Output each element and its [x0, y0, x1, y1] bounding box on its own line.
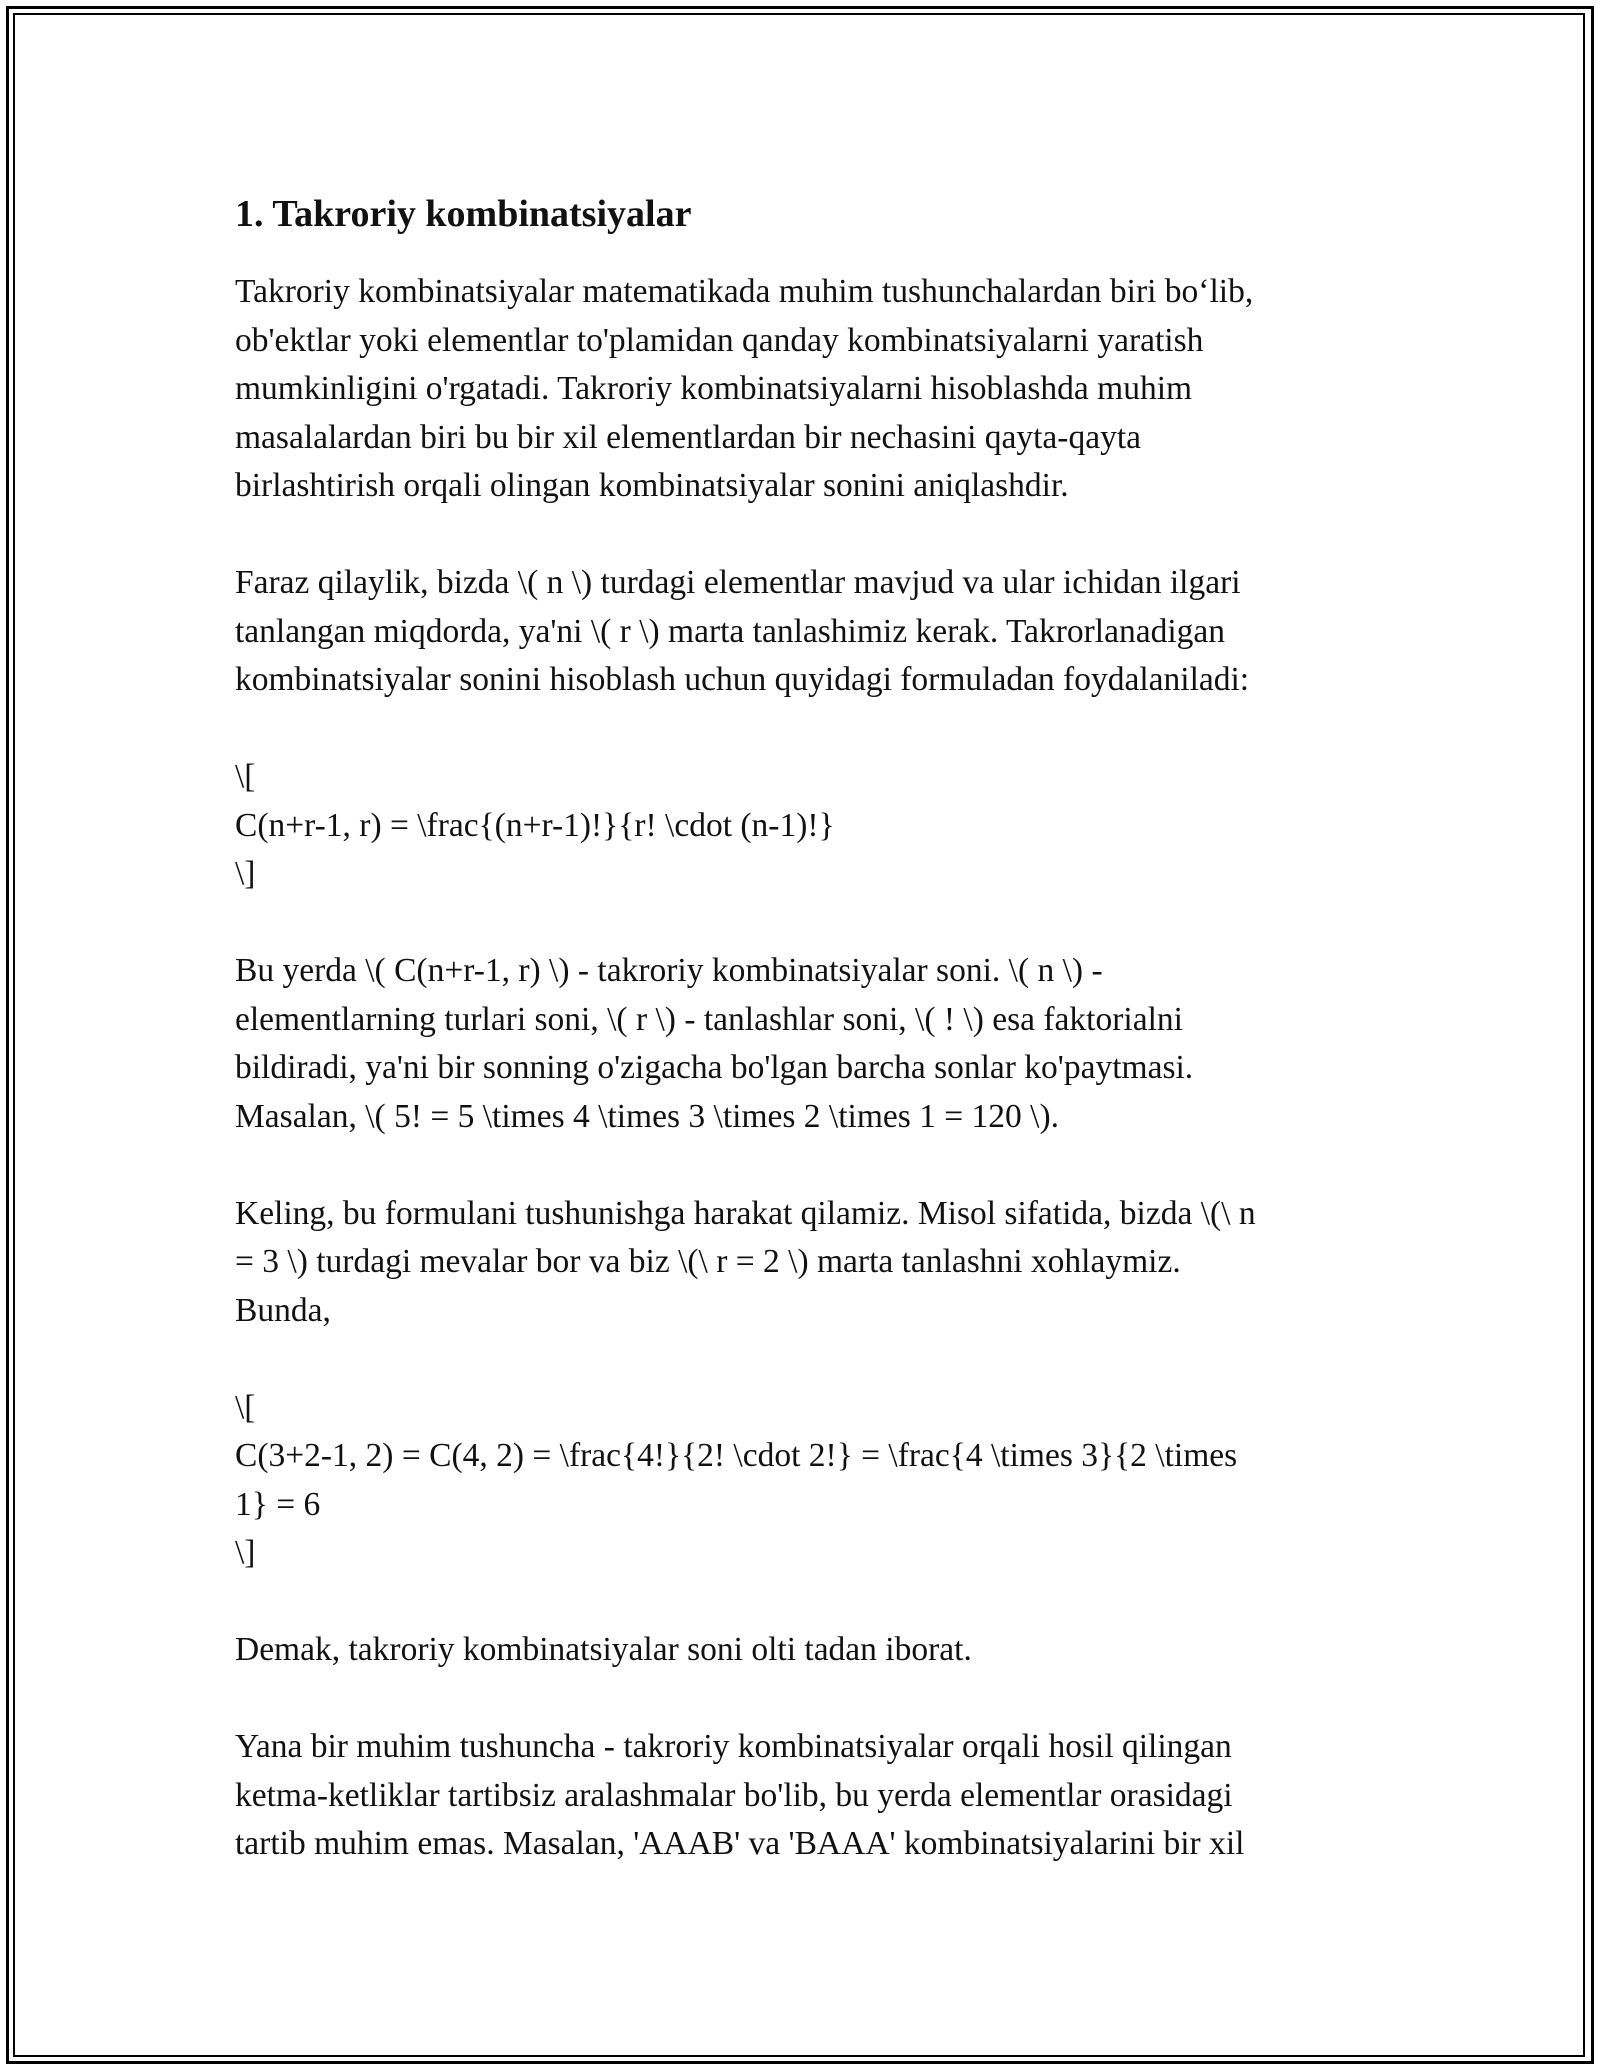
paragraph [235, 1626, 1365, 1675]
paragraph-line: masalalardan biri bu bir xil elementlardan bir nechasini qayta-qayta [235, 418, 1142, 456]
paragraph [235, 1723, 1365, 1869]
paragraph-line: ketma-ketliklar tartibsiz aralashmalar bo'lib, bu yerda elementlar orasidagi [235, 1776, 1233, 1814]
paragraph-line: Masalan, \( 5! = 5 \times 4 \times 3 \times 2 \times 1 = 120 \). [235, 1097, 1060, 1135]
paragraph-line: \[ [235, 758, 256, 795]
paragraph [235, 559, 1365, 705]
paragraph-line: = 3 \) turdagi mevalar bor va biz \(\ r = 2 \) marta tanlashni xohlaymiz. [235, 1243, 1181, 1280]
paragraph-line: elementlarning turlari soni, \( r \) - tanlashlar soni, \( ! \) esa faktorialni [235, 1000, 1183, 1038]
paragraph-line: C(3+2-1, 2) = C(4, 2) = \frac{4!}{2! \cdot 2!} = \frac{4 \times 3}{2 \times [235, 1437, 1238, 1474]
document-body [235, 186, 1365, 1917]
paragraph-line: kombinatsiyalar sonini hisoblash uchun quyidagi formuladan foydalaniladi: [235, 661, 1250, 698]
paragraph-line: Bu yerda \( C(n+r-1, r) \) - takroriy kombinatsiyalar soni. \( n \) - [235, 952, 1103, 989]
paragraph-line: ob'ektlar yoki elementlar to'plamidan qanday kombinatsiyalarni yaratish [235, 321, 1204, 359]
paragraph [235, 947, 1365, 1141]
paragraph-line: \] [235, 855, 256, 892]
paragraph-line: tanlangan miqdorda, ya'ni \( r \) marta tanlashimiz kerak. Takrorlanadigan [235, 612, 1226, 650]
paragraph [235, 1190, 1365, 1336]
section-heading: 1. Takroriy kombinatsiyalar [235, 193, 692, 235]
paragraph [235, 268, 1365, 511]
paragraph-line: Keling, bu formulani tushunishga harakat qilamiz. Misol sifatida, bizda \(\ n [235, 1194, 1256, 1232]
paragraph-line: Demak, takroriy kombinatsiyalar soni olti tadan iborat. [235, 1631, 972, 1668]
paragraph-line: Faraz qilaylik, bizda \( n \) turdagi elementlar mavjud va ular ichidan ilgari [235, 564, 1241, 601]
paragraph-line: \[ [235, 1388, 256, 1426]
paragraph [235, 1384, 1365, 1578]
paragraph-line: Takroriy kombinatsiyalar matematikada muhim tushunchalardan biri bo‘lib, [235, 273, 1254, 310]
paragraph-line: Bunda, [235, 1291, 331, 1329]
paragraph-line: tartib muhim emas. Masalan, 'AAAB' va 'BAAA' kombinatsiyalarini bir xil [235, 1825, 1245, 1862]
paragraph-line: bildiradi, ya'ni bir sonning o'zigacha bo'lgan barcha sonlar ko'paytmasi. [235, 1049, 1194, 1086]
paragraph-list [235, 268, 1365, 1869]
paragraph-line: C(n+r-1, r) = \frac{(n+r-1)!}{r! \cdot (n-1)!} [235, 806, 835, 844]
paragraph-line: Yana bir muhim tushuncha - takroriy kombinatsiyalar orqali hosil qilingan [235, 1728, 1232, 1765]
paragraph-line: birlashtirish orqali olingan kombinatsiyalar sonini aniqlashdir. [235, 467, 1069, 504]
paragraph-line: 1} = 6 [235, 1485, 321, 1523]
paragraph [235, 753, 1365, 899]
paragraph-line: mumkinligini o'rgatadi. Takroriy kombinatsiyalarni hisoblashda muhim [235, 370, 1193, 407]
paragraph-line: \] [235, 1534, 256, 1571]
